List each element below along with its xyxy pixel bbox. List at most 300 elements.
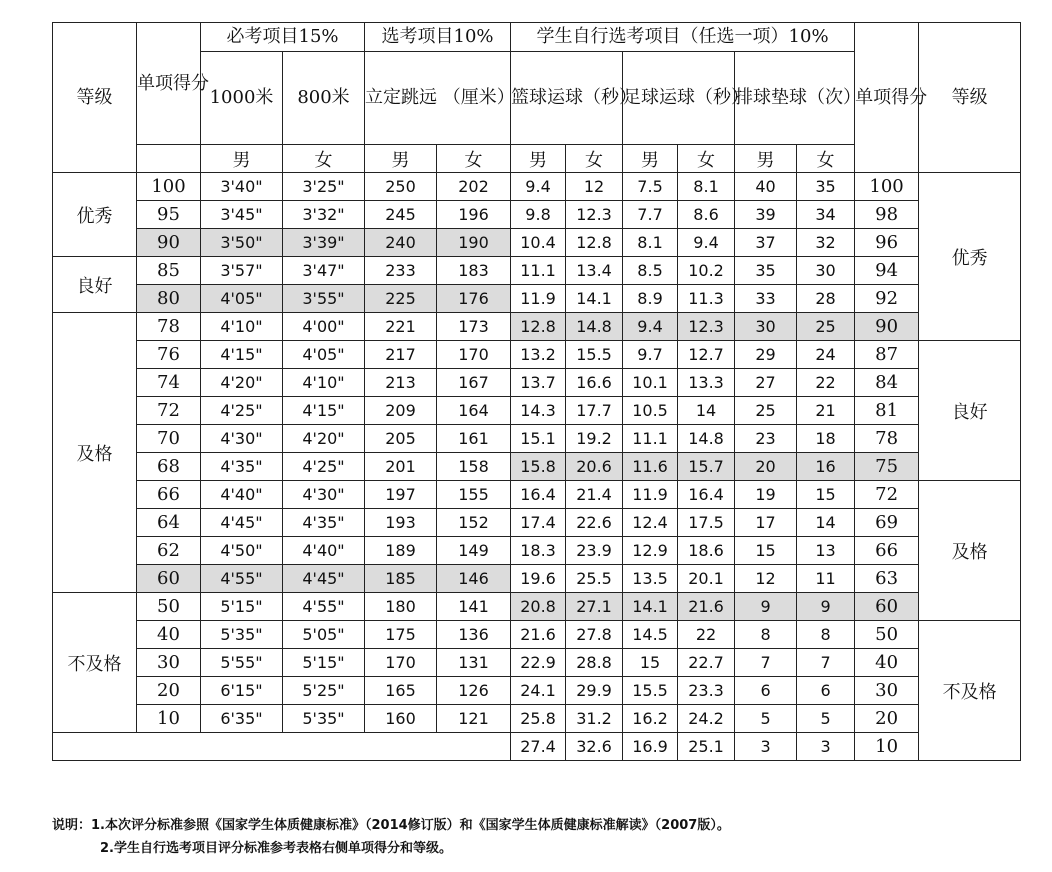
- volleyball-female-cell: 21: [797, 397, 855, 425]
- note-line-2: 2.学生自行选考项目评分标准参考表格右侧单项得分和等级。: [100, 841, 452, 856]
- volleyball-female-cell: 34: [797, 201, 855, 229]
- football-female-cell: 15.7: [678, 453, 735, 481]
- run-800m-female-cell: 4'20": [283, 425, 365, 453]
- table-row: [53, 677, 1021, 705]
- score-cell: 70: [137, 425, 201, 453]
- football-female-cell: 22.7: [678, 649, 735, 677]
- basketball-male-cell: 13.7: [511, 369, 566, 397]
- basketball-female-cell: 31.2: [566, 705, 623, 733]
- score-cell: 62: [137, 537, 201, 565]
- football-female-cell: 25.1: [678, 733, 735, 761]
- run-1000m-male-cell: 3'50": [201, 229, 283, 257]
- table-row: [53, 397, 1021, 425]
- football-female-cell: 17.5: [678, 509, 735, 537]
- basketball-female-cell: 20.6: [566, 453, 623, 481]
- long-jump-female-cell: 136: [437, 621, 511, 649]
- run-800m-female-cell: 3'55": [283, 285, 365, 313]
- run-1000m-male-cell: 3'57": [201, 257, 283, 285]
- right-score-cell: 84: [855, 369, 919, 397]
- football-female-cell: 11.3: [678, 285, 735, 313]
- football-male-cell: 8.1: [623, 229, 678, 257]
- volleyball-male-cell: 37: [735, 229, 797, 257]
- football-female-cell: 8.6: [678, 201, 735, 229]
- run-1000m-male-cell: 4'40": [201, 481, 283, 509]
- long-jump-female-cell: 149: [437, 537, 511, 565]
- basketball-female-cell: 25.5: [566, 565, 623, 593]
- long-jump-male-cell: 160: [365, 705, 437, 733]
- volleyball-male-cell: 19: [735, 481, 797, 509]
- volleyball-female-cell: 35: [797, 173, 855, 201]
- col-basketball-header: 篮球运球（秒）: [511, 52, 623, 145]
- football-male-cell: 13.5: [623, 565, 678, 593]
- football-female-cell: 12.3: [678, 313, 735, 341]
- score-cell: 66: [137, 481, 201, 509]
- run-1000m-male-cell: 5'55": [201, 649, 283, 677]
- football-male-cell: 7.5: [623, 173, 678, 201]
- right-score-cell: 20: [855, 705, 919, 733]
- run-800m-female-cell: 5'05": [283, 621, 365, 649]
- basketball-male-cell: 27.4: [511, 733, 566, 761]
- long-jump-male-cell: 170: [365, 649, 437, 677]
- score-cell: 68: [137, 453, 201, 481]
- right-score-cell: 98: [855, 201, 919, 229]
- table-row: [53, 593, 1021, 621]
- football-male-cell: 15.5: [623, 677, 678, 705]
- long-jump-female-cell: 170: [437, 341, 511, 369]
- score-cell: 64: [137, 509, 201, 537]
- gender-blank-cell: [137, 145, 201, 173]
- table-row: [53, 649, 1021, 677]
- volleyball-female-cell: 5: [797, 705, 855, 733]
- col-long-jump-header: 立定跳远 （厘米）: [365, 52, 511, 145]
- football-male-cell: 10.5: [623, 397, 678, 425]
- level-cell-left: 良好: [53, 257, 137, 313]
- run-1000m-male-cell: 4'20": [201, 369, 283, 397]
- basketball-female-cell: 27.8: [566, 621, 623, 649]
- football-female-cell: 12.7: [678, 341, 735, 369]
- scoring-standards-table: [52, 22, 1021, 761]
- football-male-cell: 16.2: [623, 705, 678, 733]
- volleyball-female-cell: 8: [797, 621, 855, 649]
- run-1000m-male-cell: 4'15": [201, 341, 283, 369]
- long-jump-female-cell: 152: [437, 509, 511, 537]
- football-male-cell: 14.5: [623, 621, 678, 649]
- required-group-header: 必考项目15%: [201, 23, 365, 52]
- basketball-male-cell: 19.6: [511, 565, 566, 593]
- football-female-cell: 10.2: [678, 257, 735, 285]
- right-score-cell: 40: [855, 649, 919, 677]
- volleyball-male-cell: 35: [735, 257, 797, 285]
- basketball-male-cell: 14.3: [511, 397, 566, 425]
- basketball-male-cell: 18.3: [511, 537, 566, 565]
- run-800m-female-cell: 4'00": [283, 313, 365, 341]
- table-row: [53, 733, 1021, 761]
- score-header-left: 单项得分: [137, 23, 201, 145]
- run-1000m-male-cell: 4'45": [201, 509, 283, 537]
- gender-male-header: 男: [365, 145, 437, 173]
- run-1000m-male-cell: 3'40": [201, 173, 283, 201]
- long-jump-female-cell: 164: [437, 397, 511, 425]
- blank-merged-cell: [53, 733, 511, 761]
- football-female-cell: 14: [678, 397, 735, 425]
- run-1000m-male-cell: 3'45": [201, 201, 283, 229]
- long-jump-female-cell: 131: [437, 649, 511, 677]
- gender-male-header: 男: [511, 145, 566, 173]
- basketball-female-cell: 12: [566, 173, 623, 201]
- volleyball-male-cell: 20: [735, 453, 797, 481]
- run-800m-female-cell: 4'10": [283, 369, 365, 397]
- right-score-cell: 30: [855, 677, 919, 705]
- long-jump-male-cell: 225: [365, 285, 437, 313]
- football-male-cell: 12.4: [623, 509, 678, 537]
- notes: [52, 814, 730, 860]
- volleyball-male-cell: 40: [735, 173, 797, 201]
- run-800m-female-cell: 4'40": [283, 537, 365, 565]
- long-jump-female-cell: 155: [437, 481, 511, 509]
- run-800m-female-cell: 5'25": [283, 677, 365, 705]
- right-score-cell: 66: [855, 537, 919, 565]
- volleyball-female-cell: 18: [797, 425, 855, 453]
- long-jump-female-cell: 141: [437, 593, 511, 621]
- basketball-female-cell: 15.5: [566, 341, 623, 369]
- volleyball-female-cell: 6: [797, 677, 855, 705]
- basketball-male-cell: 12.8: [511, 313, 566, 341]
- basketball-female-cell: 13.4: [566, 257, 623, 285]
- right-score-cell: 69: [855, 509, 919, 537]
- table-row: [53, 201, 1021, 229]
- basketball-female-cell: 28.8: [566, 649, 623, 677]
- score-header-right: 单项得分: [855, 23, 919, 173]
- long-jump-male-cell: 185: [365, 565, 437, 593]
- right-score-cell: 63: [855, 565, 919, 593]
- col-1000m-header: 1000米: [201, 52, 283, 145]
- score-cell: 50: [137, 593, 201, 621]
- right-score-cell: 96: [855, 229, 919, 257]
- volleyball-male-cell: 8: [735, 621, 797, 649]
- run-800m-female-cell: 5'35": [283, 705, 365, 733]
- self-elective-group-header: 学生自行选考项目（任选一项）10%: [511, 23, 855, 52]
- table-row: [53, 565, 1021, 593]
- score-cell: 95: [137, 201, 201, 229]
- col-800m-header: 800米: [283, 52, 365, 145]
- table-row: [53, 257, 1021, 285]
- volleyball-male-cell: 23: [735, 425, 797, 453]
- volleyball-female-cell: 11: [797, 565, 855, 593]
- table-row: [53, 173, 1021, 201]
- run-1000m-male-cell: 4'55": [201, 565, 283, 593]
- football-male-cell: 11.6: [623, 453, 678, 481]
- long-jump-male-cell: 217: [365, 341, 437, 369]
- volleyball-female-cell: 25: [797, 313, 855, 341]
- basketball-female-cell: 12.8: [566, 229, 623, 257]
- long-jump-female-cell: 202: [437, 173, 511, 201]
- volleyball-male-cell: 5: [735, 705, 797, 733]
- long-jump-female-cell: 190: [437, 229, 511, 257]
- long-jump-female-cell: 183: [437, 257, 511, 285]
- right-score-cell: 10: [855, 733, 919, 761]
- long-jump-male-cell: 221: [365, 313, 437, 341]
- basketball-male-cell: 15.8: [511, 453, 566, 481]
- run-1000m-male-cell: 4'10": [201, 313, 283, 341]
- long-jump-male-cell: 180: [365, 593, 437, 621]
- football-female-cell: 18.6: [678, 537, 735, 565]
- volleyball-male-cell: 15: [735, 537, 797, 565]
- volleyball-female-cell: 30: [797, 257, 855, 285]
- long-jump-male-cell: 205: [365, 425, 437, 453]
- table-row: [53, 313, 1021, 341]
- score-cell: 74: [137, 369, 201, 397]
- basketball-female-cell: 12.3: [566, 201, 623, 229]
- run-1000m-male-cell: 4'25": [201, 397, 283, 425]
- right-score-cell: 90: [855, 313, 919, 341]
- gender-male-header: 男: [735, 145, 797, 173]
- run-800m-female-cell: 4'05": [283, 341, 365, 369]
- long-jump-female-cell: 146: [437, 565, 511, 593]
- long-jump-male-cell: 201: [365, 453, 437, 481]
- run-800m-female-cell: 4'30": [283, 481, 365, 509]
- right-score-cell: 92: [855, 285, 919, 313]
- gender-female-header: 女: [797, 145, 855, 173]
- basketball-male-cell: 10.4: [511, 229, 566, 257]
- volleyball-male-cell: 17: [735, 509, 797, 537]
- run-800m-female-cell: 3'47": [283, 257, 365, 285]
- volleyball-female-cell: 3: [797, 733, 855, 761]
- table-row: [53, 481, 1021, 509]
- football-male-cell: 8.5: [623, 257, 678, 285]
- run-1000m-male-cell: 6'35": [201, 705, 283, 733]
- long-jump-male-cell: 250: [365, 173, 437, 201]
- run-800m-female-cell: 4'15": [283, 397, 365, 425]
- run-800m-female-cell: 3'32": [283, 201, 365, 229]
- score-cell: 60: [137, 565, 201, 593]
- run-1000m-male-cell: 5'35": [201, 621, 283, 649]
- run-800m-female-cell: 4'55": [283, 593, 365, 621]
- football-male-cell: 11.9: [623, 481, 678, 509]
- basketball-female-cell: 27.1: [566, 593, 623, 621]
- basketball-male-cell: 16.4: [511, 481, 566, 509]
- right-score-cell: 87: [855, 341, 919, 369]
- score-cell: 40: [137, 621, 201, 649]
- football-female-cell: 8.1: [678, 173, 735, 201]
- run-1000m-male-cell: 6'15": [201, 677, 283, 705]
- football-male-cell: 9.4: [623, 313, 678, 341]
- long-jump-male-cell: 245: [365, 201, 437, 229]
- volleyball-female-cell: 16: [797, 453, 855, 481]
- volleyball-female-cell: 22: [797, 369, 855, 397]
- football-male-cell: 14.1: [623, 593, 678, 621]
- run-1000m-male-cell: 4'05": [201, 285, 283, 313]
- football-male-cell: 16.9: [623, 733, 678, 761]
- level-cell-right: 优秀: [919, 173, 1021, 341]
- football-female-cell: 14.8: [678, 425, 735, 453]
- football-male-cell: 8.9: [623, 285, 678, 313]
- long-jump-male-cell: 233: [365, 257, 437, 285]
- football-male-cell: 10.1: [623, 369, 678, 397]
- basketball-male-cell: 17.4: [511, 509, 566, 537]
- basketball-male-cell: 9.4: [511, 173, 566, 201]
- level-cell-left: 优秀: [53, 173, 137, 257]
- score-cell: 30: [137, 649, 201, 677]
- run-1000m-male-cell: 4'35": [201, 453, 283, 481]
- level-header-left: 等级: [53, 23, 137, 173]
- level-header-right: 等级: [919, 23, 1021, 173]
- run-1000m-male-cell: 4'30": [201, 425, 283, 453]
- table-row: [53, 229, 1021, 257]
- long-jump-male-cell: 197: [365, 481, 437, 509]
- basketball-male-cell: 11.9: [511, 285, 566, 313]
- score-cell: 20: [137, 677, 201, 705]
- level-cell-left: 及格: [53, 313, 137, 593]
- volleyball-female-cell: 24: [797, 341, 855, 369]
- football-male-cell: 9.7: [623, 341, 678, 369]
- long-jump-female-cell: 126: [437, 677, 511, 705]
- basketball-male-cell: 15.1: [511, 425, 566, 453]
- gender-female-header: 女: [566, 145, 623, 173]
- long-jump-male-cell: 209: [365, 397, 437, 425]
- run-800m-female-cell: 4'25": [283, 453, 365, 481]
- table-row: [53, 341, 1021, 369]
- football-female-cell: 9.4: [678, 229, 735, 257]
- right-score-cell: 60: [855, 593, 919, 621]
- col-volleyball-header: 排球垫球（次）: [735, 52, 855, 145]
- level-cell-right: 良好: [919, 341, 1021, 481]
- basketball-female-cell: 16.6: [566, 369, 623, 397]
- basketball-male-cell: 13.2: [511, 341, 566, 369]
- volleyball-male-cell: 33: [735, 285, 797, 313]
- right-score-cell: 78: [855, 425, 919, 453]
- table-row: [53, 509, 1021, 537]
- gender-female-header: 女: [437, 145, 511, 173]
- level-cell-left: 不及格: [53, 593, 137, 733]
- basketball-male-cell: 24.1: [511, 677, 566, 705]
- run-1000m-male-cell: 5'15": [201, 593, 283, 621]
- table-row: [53, 453, 1021, 481]
- right-score-cell: 72: [855, 481, 919, 509]
- football-female-cell: 23.3: [678, 677, 735, 705]
- right-score-cell: 81: [855, 397, 919, 425]
- volleyball-female-cell: 32: [797, 229, 855, 257]
- table-row: [53, 621, 1021, 649]
- long-jump-female-cell: 176: [437, 285, 511, 313]
- basketball-male-cell: 21.6: [511, 621, 566, 649]
- gender-female-header: 女: [678, 145, 735, 173]
- football-male-cell: 12.9: [623, 537, 678, 565]
- football-male-cell: 15: [623, 649, 678, 677]
- basketball-male-cell: 20.8: [511, 593, 566, 621]
- volleyball-female-cell: 14: [797, 509, 855, 537]
- level-cell-right: 及格: [919, 481, 1021, 621]
- elective-group-header: 选考项目10%: [365, 23, 511, 52]
- score-cell: 100: [137, 173, 201, 201]
- football-female-cell: 24.2: [678, 705, 735, 733]
- volleyball-male-cell: 9: [735, 593, 797, 621]
- note-line-1: 说明：1.本次评分标准参照《国家学生体质健康标准》（2014修订版）和《国家学生体质健康标准解读》（2007版）。: [52, 818, 730, 833]
- volleyball-female-cell: 7: [797, 649, 855, 677]
- volleyball-male-cell: 7: [735, 649, 797, 677]
- run-800m-female-cell: 5'15": [283, 649, 365, 677]
- run-800m-female-cell: 3'39": [283, 229, 365, 257]
- long-jump-female-cell: 158: [437, 453, 511, 481]
- basketball-female-cell: 21.4: [566, 481, 623, 509]
- long-jump-male-cell: 175: [365, 621, 437, 649]
- football-female-cell: 13.3: [678, 369, 735, 397]
- table-row: [53, 285, 1021, 313]
- volleyball-male-cell: 27: [735, 369, 797, 397]
- score-cell: 76: [137, 341, 201, 369]
- score-cell: 80: [137, 285, 201, 313]
- right-score-cell: 50: [855, 621, 919, 649]
- gender-female-header: 女: [283, 145, 365, 173]
- gender-male-header: 男: [623, 145, 678, 173]
- long-jump-male-cell: 165: [365, 677, 437, 705]
- basketball-male-cell: 11.1: [511, 257, 566, 285]
- football-female-cell: 21.6: [678, 593, 735, 621]
- basketball-female-cell: 23.9: [566, 537, 623, 565]
- long-jump-male-cell: 213: [365, 369, 437, 397]
- score-cell: 85: [137, 257, 201, 285]
- score-cell: 72: [137, 397, 201, 425]
- long-jump-female-cell: 196: [437, 201, 511, 229]
- volleyball-male-cell: 39: [735, 201, 797, 229]
- col-football-header: 足球运球（秒）: [623, 52, 735, 145]
- basketball-male-cell: 9.8: [511, 201, 566, 229]
- right-score-cell: 100: [855, 173, 919, 201]
- football-male-cell: 7.7: [623, 201, 678, 229]
- volleyball-male-cell: 25: [735, 397, 797, 425]
- basketball-male-cell: 25.8: [511, 705, 566, 733]
- volleyball-female-cell: 13: [797, 537, 855, 565]
- long-jump-male-cell: 193: [365, 509, 437, 537]
- volleyball-female-cell: 15: [797, 481, 855, 509]
- table-row: [53, 425, 1021, 453]
- table-row: [53, 537, 1021, 565]
- basketball-female-cell: 19.2: [566, 425, 623, 453]
- volleyball-male-cell: 3: [735, 733, 797, 761]
- table-row: [53, 369, 1021, 397]
- right-score-cell: 94: [855, 257, 919, 285]
- run-800m-female-cell: 4'45": [283, 565, 365, 593]
- right-score-cell: 75: [855, 453, 919, 481]
- long-jump-female-cell: 121: [437, 705, 511, 733]
- volleyball-male-cell: 29: [735, 341, 797, 369]
- football-female-cell: 16.4: [678, 481, 735, 509]
- score-cell: 78: [137, 313, 201, 341]
- basketball-male-cell: 22.9: [511, 649, 566, 677]
- basketball-female-cell: 32.6: [566, 733, 623, 761]
- run-800m-female-cell: 4'35": [283, 509, 365, 537]
- long-jump-female-cell: 161: [437, 425, 511, 453]
- volleyball-female-cell: 9: [797, 593, 855, 621]
- long-jump-male-cell: 240: [365, 229, 437, 257]
- volleyball-male-cell: 6: [735, 677, 797, 705]
- score-cell: 90: [137, 229, 201, 257]
- volleyball-male-cell: 30: [735, 313, 797, 341]
- score-cell: 10: [137, 705, 201, 733]
- run-1000m-male-cell: 4'50": [201, 537, 283, 565]
- long-jump-female-cell: 167: [437, 369, 511, 397]
- volleyball-female-cell: 28: [797, 285, 855, 313]
- basketball-female-cell: 17.7: [566, 397, 623, 425]
- volleyball-male-cell: 12: [735, 565, 797, 593]
- football-female-cell: 20.1: [678, 565, 735, 593]
- table-row: [53, 705, 1021, 733]
- football-female-cell: 22: [678, 621, 735, 649]
- basketball-female-cell: 14.1: [566, 285, 623, 313]
- run-800m-female-cell: 3'25": [283, 173, 365, 201]
- basketball-female-cell: 14.8: [566, 313, 623, 341]
- long-jump-female-cell: 173: [437, 313, 511, 341]
- gender-male-header: 男: [201, 145, 283, 173]
